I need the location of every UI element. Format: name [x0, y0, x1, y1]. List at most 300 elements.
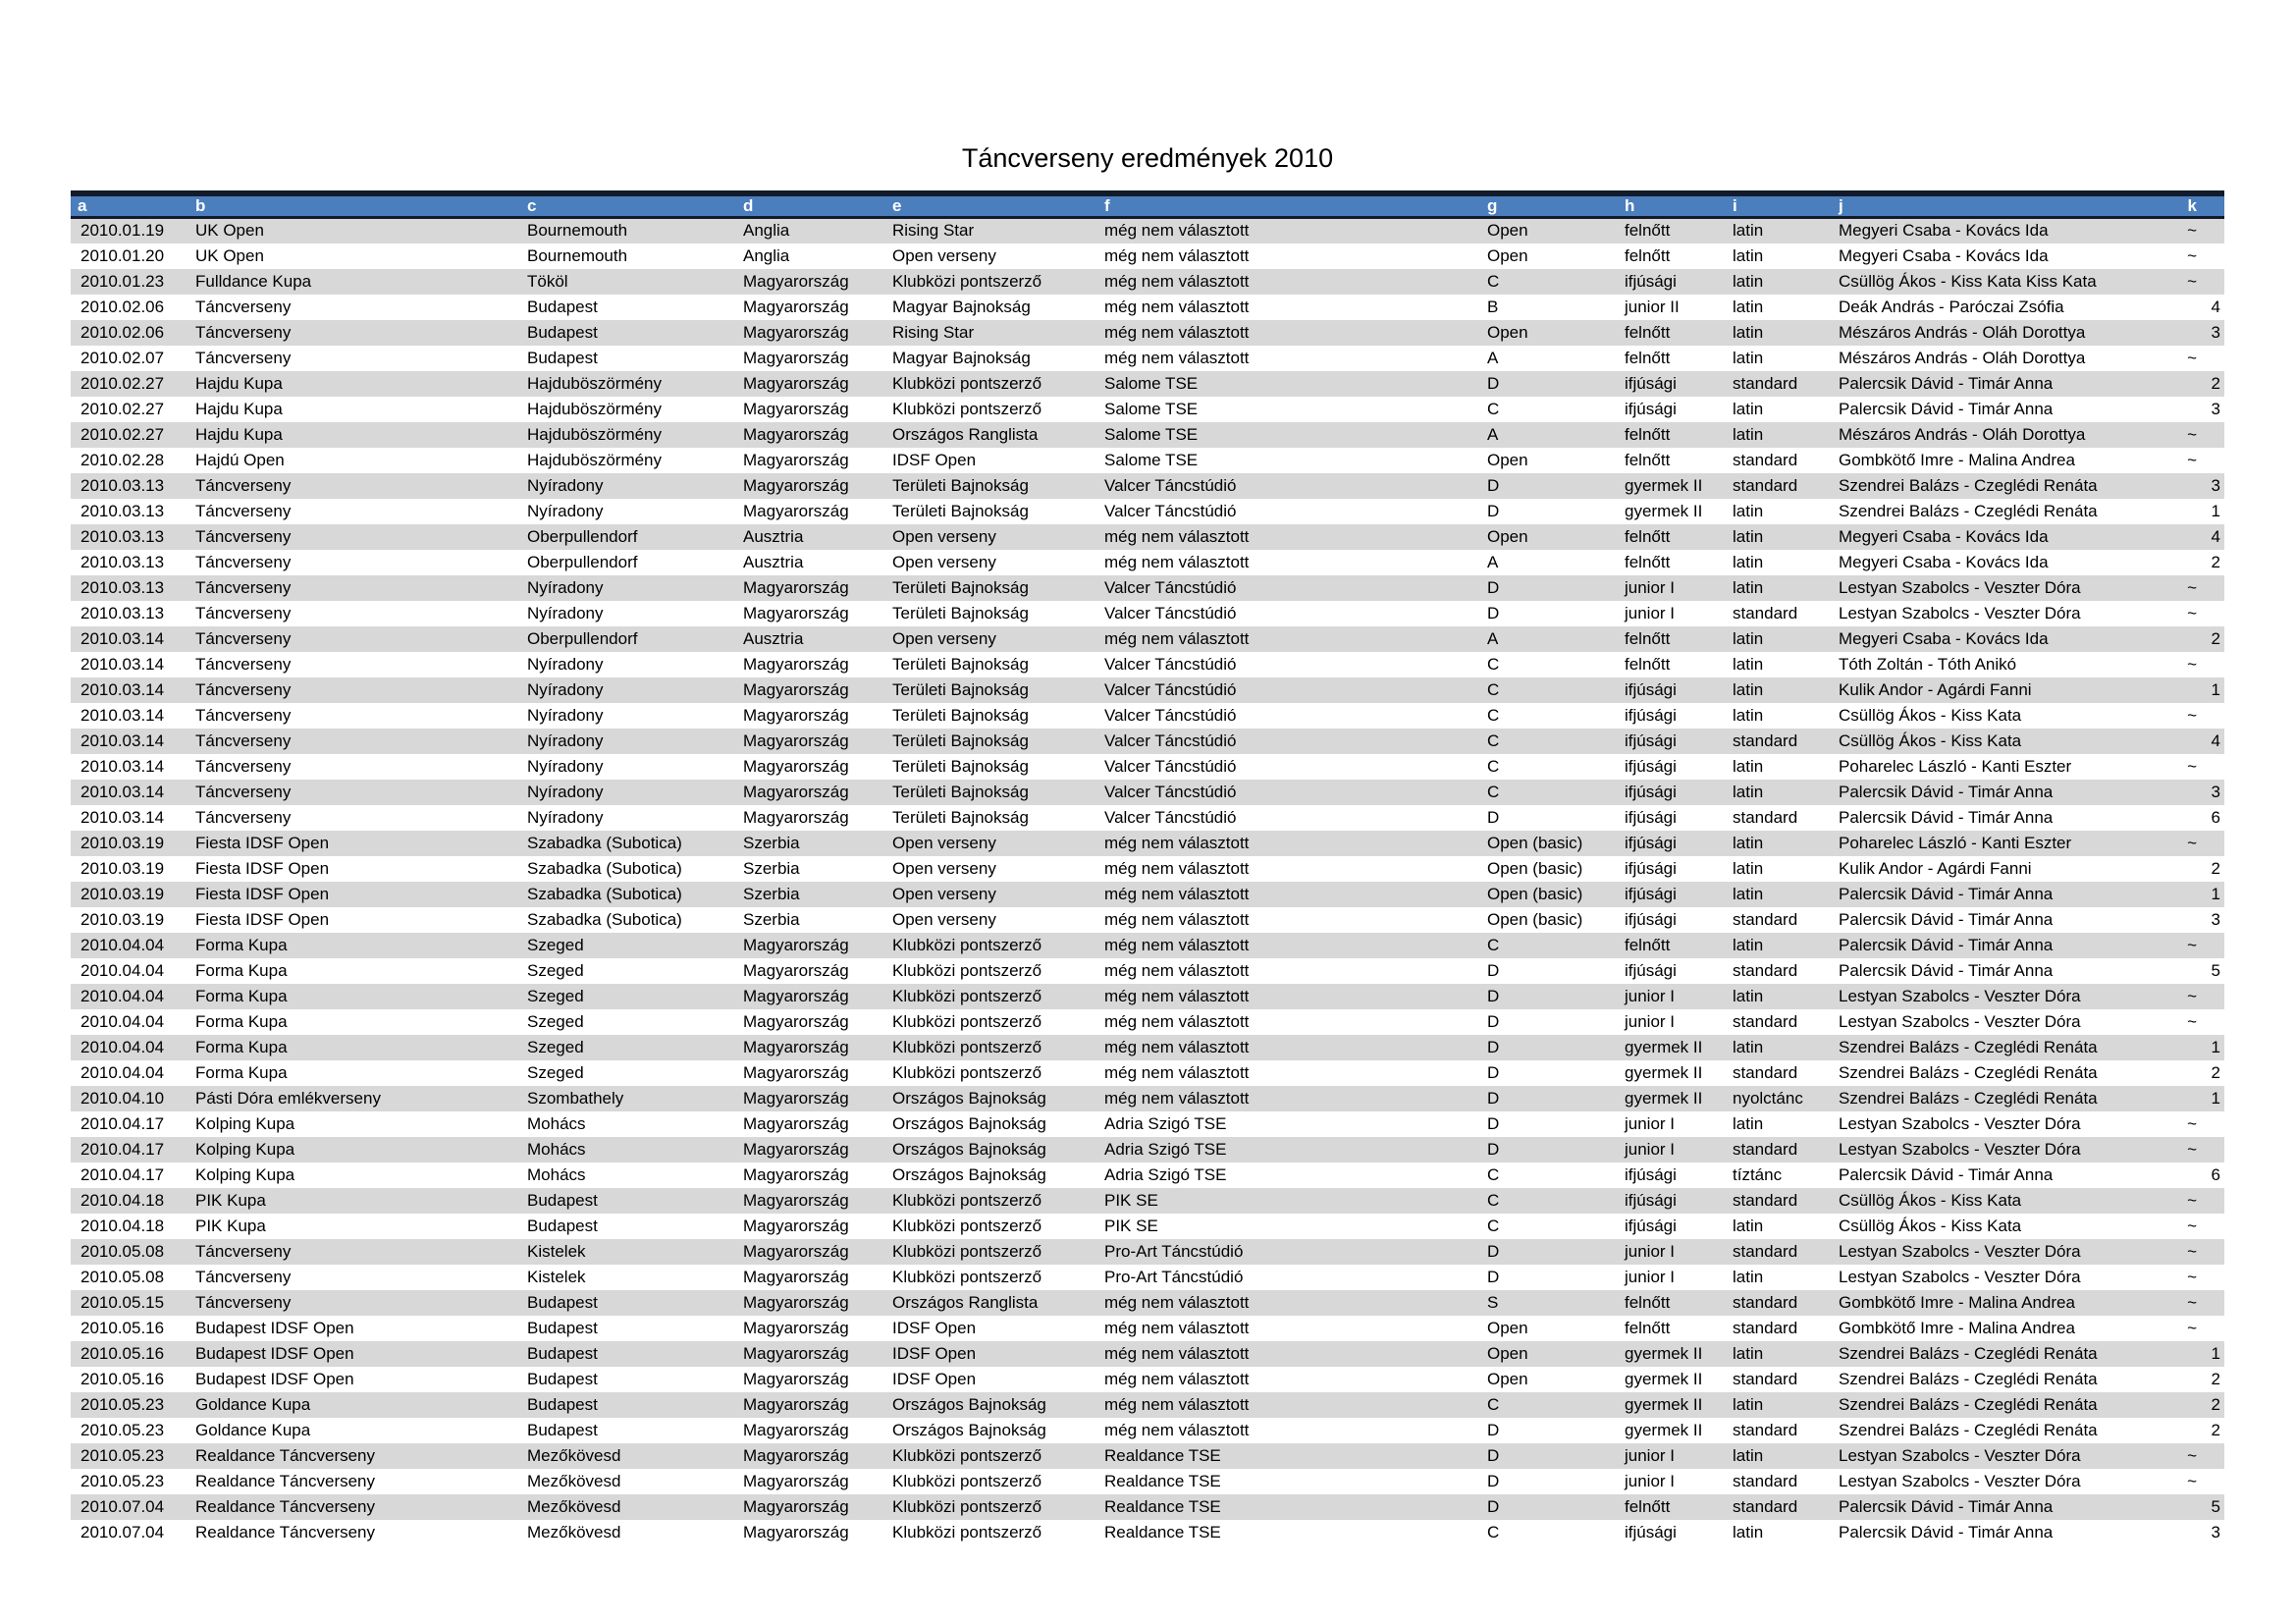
cell-c: Kistelek — [527, 1241, 586, 1261]
cell-i: latin — [1733, 705, 1764, 725]
table-row — [71, 1520, 2224, 1545]
cell-b: Hajdu Kupa — [195, 373, 283, 393]
cell-b: Pásti Dóra emlékverseny — [195, 1088, 381, 1108]
cell-b: UK Open — [195, 221, 264, 241]
cell-d: Szerbia — [743, 884, 800, 903]
cell-h: felnőtt — [1625, 450, 1671, 469]
cell-d: Magyarország — [743, 577, 849, 597]
cell-k: 1 — [2211, 1343, 2220, 1363]
cell-c: Szombathely — [527, 1088, 624, 1108]
cell-f: még nem választott — [1104, 935, 1250, 954]
cell-j: Mészáros András - Oláh Dorottya — [1839, 424, 2086, 444]
cell-h: ifjúsági — [1625, 756, 1677, 776]
cell-b: Kolping Kupa — [195, 1164, 295, 1184]
cell-k: 5 — [2211, 1496, 2220, 1516]
cell-k: ~ — [2187, 1190, 2197, 1210]
cell-e: Területi Bajnokság — [892, 705, 1029, 725]
table-row — [71, 1392, 2224, 1418]
cell-a: 2010.04.04 — [80, 1062, 165, 1082]
cell-h: ifjúsági — [1625, 807, 1677, 827]
cell-c: Nyíradony — [527, 807, 604, 827]
cell-j: Palercsik Dávid - Timár Anna — [1839, 1522, 2054, 1542]
cell-g: C — [1487, 756, 1500, 776]
cell-k: ~ — [2187, 424, 2197, 444]
cell-e: Területi Bajnokság — [892, 807, 1029, 827]
cell-b: Táncverseny — [195, 1292, 292, 1312]
cell-j: Lestyan Szabolcs - Veszter Dóra — [1839, 603, 2081, 622]
cell-f: Valcer Táncstúdió — [1104, 501, 1237, 520]
cell-h: gyermek II — [1625, 1369, 1703, 1388]
column-header-f: f — [1104, 196, 1110, 215]
cell-c: Nyíradony — [527, 730, 604, 750]
cell-a: 2010.03.14 — [80, 628, 165, 648]
cell-d: Magyarország — [743, 1522, 849, 1542]
cell-k: 4 — [2211, 526, 2220, 546]
cell-d: Magyarország — [743, 935, 849, 954]
cell-e: Klubközi pontszerző — [892, 1216, 1042, 1235]
cell-g: C — [1487, 730, 1500, 750]
cell-j: Palercsik Dávid - Timár Anna — [1839, 782, 2054, 801]
cell-j: Csüllög Ákos - Kiss Kata — [1839, 705, 2022, 725]
table-row — [71, 754, 2224, 780]
cell-i: latin — [1733, 833, 1764, 852]
cell-g: Open — [1487, 245, 1528, 265]
cell-c: Mezőkövesd — [527, 1471, 621, 1490]
cell-d: Magyarország — [743, 1088, 849, 1108]
cell-g: D — [1487, 807, 1500, 827]
cell-j: Szendrei Balázs - Czeglédi Renáta — [1839, 1420, 2098, 1439]
cell-k: ~ — [2187, 833, 2197, 852]
cell-k: ~ — [2187, 1445, 2197, 1465]
cell-k: 1 — [2211, 679, 2220, 699]
cell-j: Palercsik Dávid - Timár Anna — [1839, 373, 2054, 393]
cell-c: Budapest — [527, 1420, 598, 1439]
cell-k: 2 — [2211, 552, 2220, 571]
cell-f: Valcer Táncstúdió — [1104, 730, 1237, 750]
cell-e: Klubközi pontszerző — [892, 986, 1042, 1005]
cell-a: 2010.03.14 — [80, 756, 165, 776]
table-row — [71, 1265, 2224, 1290]
cell-a: 2010.05.16 — [80, 1343, 165, 1363]
column-header-h: h — [1625, 196, 1635, 215]
cell-h: gyermek II — [1625, 475, 1703, 495]
cell-h: ifjúsági — [1625, 679, 1677, 699]
cell-h: ifjúsági — [1625, 1164, 1677, 1184]
cell-j: Palercsik Dávid - Timár Anna — [1839, 935, 2054, 954]
cell-c: Budapest — [527, 1292, 598, 1312]
cell-c: Mezőkövesd — [527, 1522, 621, 1542]
table-row — [71, 626, 2224, 652]
cell-e: Országos Bajnokság — [892, 1394, 1046, 1414]
cell-k: 5 — [2211, 960, 2220, 980]
cell-d: Magyarország — [743, 960, 849, 980]
table-row — [71, 1341, 2224, 1367]
cell-d: Magyarország — [743, 475, 849, 495]
cell-e: Területi Bajnokság — [892, 756, 1029, 776]
cell-e: Open verseny — [892, 628, 996, 648]
table-row — [71, 371, 2224, 397]
cell-a: 2010.05.23 — [80, 1394, 165, 1414]
cell-k: 3 — [2211, 909, 2220, 929]
cell-e: Országos Bajnokság — [892, 1088, 1046, 1108]
cell-f: még nem választott — [1104, 884, 1250, 903]
cell-a: 2010.03.14 — [80, 730, 165, 750]
cell-f: még nem választott — [1104, 1318, 1250, 1337]
cell-f: még nem választott — [1104, 322, 1250, 342]
cell-a: 2010.02.27 — [80, 373, 165, 393]
cell-a: 2010.02.27 — [80, 424, 165, 444]
cell-j: Szendrei Balázs - Czeglédi Renáta — [1839, 1394, 2098, 1414]
cell-j: Lestyan Szabolcs - Veszter Dóra — [1839, 1267, 2081, 1286]
cell-i: standard — [1733, 1369, 1798, 1388]
cell-j: Lestyan Szabolcs - Veszter Dóra — [1839, 1471, 2081, 1490]
cell-f: még nem választott — [1104, 552, 1250, 571]
cell-j: Kulik Andor - Agárdi Fanni — [1839, 679, 2032, 699]
cell-h: junior I — [1625, 1011, 1676, 1031]
column-header-d: d — [743, 196, 754, 215]
cell-c: Oberpullendorf — [527, 628, 638, 648]
cell-a: 2010.03.14 — [80, 782, 165, 801]
cell-g: A — [1487, 552, 1499, 571]
cell-i: latin — [1733, 858, 1764, 878]
cell-j: Megyeri Csaba - Kovács Ida — [1839, 526, 2049, 546]
cell-j: Csüllög Ákos - Kiss Kata Kiss Kata — [1839, 271, 2097, 291]
cell-a: 2010.01.19 — [80, 221, 165, 241]
cell-a: 2010.03.13 — [80, 475, 165, 495]
cell-c: Mohács — [527, 1139, 586, 1159]
cell-j: Mészáros András - Oláh Dorottya — [1839, 348, 2086, 367]
cell-a: 2010.02.06 — [80, 322, 165, 342]
cell-d: Magyarország — [743, 450, 849, 469]
cell-k: ~ — [2187, 1318, 2197, 1337]
cell-d: Anglia — [743, 221, 790, 241]
cell-h: gyermek II — [1625, 501, 1703, 520]
cell-f: Realdance TSE — [1104, 1496, 1221, 1516]
cell-f: Salome TSE — [1104, 424, 1199, 444]
cell-a: 2010.05.23 — [80, 1445, 165, 1465]
cell-c: Nyíradony — [527, 603, 604, 622]
cell-e: Rising Star — [892, 322, 975, 342]
cell-c: Budapest — [527, 1394, 598, 1414]
cell-i: standard — [1733, 603, 1798, 622]
cell-k: 6 — [2211, 807, 2220, 827]
cell-f: még nem választott — [1104, 1088, 1250, 1108]
table-row — [71, 397, 2224, 422]
cell-h: ifjúsági — [1625, 1190, 1677, 1210]
table-head — [71, 193, 2224, 218]
cell-k: ~ — [2187, 221, 2197, 241]
cell-b: Hajdú Open — [195, 450, 285, 469]
cell-a: 2010.04.04 — [80, 986, 165, 1005]
cell-c: Oberpullendorf — [527, 526, 638, 546]
cell-f: még nem választott — [1104, 960, 1250, 980]
cell-i: latin — [1733, 526, 1764, 546]
cell-c: Budapest — [527, 322, 598, 342]
cell-d: Magyarország — [743, 424, 849, 444]
cell-f: még nem választott — [1104, 1369, 1250, 1388]
cell-e: IDSF Open — [892, 1343, 977, 1363]
table-row — [71, 780, 2224, 805]
cell-h: gyermek II — [1625, 1420, 1703, 1439]
cell-e: Open verseny — [892, 884, 996, 903]
cell-b: Táncverseny — [195, 782, 292, 801]
cell-j: Deák András - Paróczai Zsófia — [1839, 297, 2064, 316]
cell-h: junior I — [1625, 577, 1676, 597]
table-row — [71, 243, 2224, 269]
cell-b: Goldance Kupa — [195, 1420, 311, 1439]
cell-g: D — [1487, 1445, 1500, 1465]
cell-e: Klubközi pontszerző — [892, 1471, 1042, 1490]
cell-e: Open verseny — [892, 245, 996, 265]
cell-e: Országos Bajnokság — [892, 1420, 1046, 1439]
table-row — [71, 1137, 2224, 1163]
table-row — [71, 422, 2224, 448]
cell-e: Klubközi pontszerző — [892, 1241, 1042, 1261]
cell-h: felnőtt — [1625, 322, 1671, 342]
cell-b: Táncverseny — [195, 1241, 292, 1261]
cell-f: Valcer Táncstúdió — [1104, 475, 1237, 495]
cell-i: latin — [1733, 1216, 1764, 1235]
cell-k: ~ — [2187, 245, 2197, 265]
cell-a: 2010.04.10 — [80, 1088, 165, 1108]
cell-h: junior I — [1625, 1241, 1676, 1261]
cell-h: gyermek II — [1625, 1088, 1703, 1108]
cell-e: Magyar Bajnokság — [892, 348, 1031, 367]
cell-h: junior I — [1625, 1139, 1676, 1159]
cell-c: Mezőkövesd — [527, 1496, 621, 1516]
cell-k: 2 — [2211, 1062, 2220, 1082]
cell-b: Táncverseny — [195, 1267, 292, 1286]
cell-k: 4 — [2211, 297, 2220, 316]
cell-g: D — [1487, 1496, 1500, 1516]
cell-k: ~ — [2187, 271, 2197, 291]
cell-h: ifjúsági — [1625, 730, 1677, 750]
cell-g: D — [1487, 373, 1500, 393]
cell-c: Nyíradony — [527, 679, 604, 699]
cell-e: Klubközi pontszerző — [892, 1062, 1042, 1082]
column-header-b: b — [195, 196, 206, 215]
cell-h: ifjúsági — [1625, 271, 1677, 291]
cell-b: Realdance Táncverseny — [195, 1445, 376, 1465]
cell-b: Táncverseny — [195, 322, 292, 342]
cell-d: Magyarország — [743, 501, 849, 520]
cell-i: standard — [1733, 1139, 1798, 1159]
cell-i: standard — [1733, 1062, 1798, 1082]
cell-f: Salome TSE — [1104, 450, 1199, 469]
table-row — [71, 1035, 2224, 1060]
cell-g: A — [1487, 424, 1499, 444]
table-row — [71, 473, 2224, 499]
cell-f: még nem választott — [1104, 1062, 1250, 1082]
cell-b: Forma Kupa — [195, 1011, 288, 1031]
cell-d: Magyarország — [743, 1445, 849, 1465]
cell-a: 2010.03.13 — [80, 552, 165, 571]
cell-c: Nyíradony — [527, 654, 604, 674]
cell-j: Palercsik Dávid - Timár Anna — [1839, 960, 2054, 980]
table-row — [71, 1163, 2224, 1188]
table-row — [71, 729, 2224, 754]
cell-j: Kulik Andor - Agárdi Fanni — [1839, 858, 2032, 878]
table-row — [71, 1111, 2224, 1137]
cell-b: Táncverseny — [195, 756, 292, 776]
cell-j: Szendrei Balázs - Czeglédi Renáta — [1839, 501, 2098, 520]
cell-i: standard — [1733, 1011, 1798, 1031]
cell-a: 2010.03.19 — [80, 833, 165, 852]
cell-e: Területi Bajnokság — [892, 603, 1029, 622]
table-row — [71, 1290, 2224, 1316]
cell-b: Hajdu Kupa — [195, 424, 283, 444]
column-header-k: k — [2187, 196, 2197, 215]
cell-j: Lestyan Szabolcs - Veszter Dóra — [1839, 1011, 2081, 1031]
column-header-c: c — [527, 196, 537, 215]
cell-j: Megyeri Csaba - Kovács Ida — [1839, 552, 2049, 571]
cell-g: C — [1487, 399, 1500, 418]
cell-i: latin — [1733, 271, 1764, 291]
cell-a: 2010.05.16 — [80, 1318, 165, 1337]
cell-j: Palercsik Dávid - Timár Anna — [1839, 807, 2054, 827]
cell-d: Szerbia — [743, 833, 800, 852]
cell-i: standard — [1733, 1190, 1798, 1210]
cell-k: ~ — [2187, 1292, 2197, 1312]
cell-f: PIK SE — [1104, 1216, 1158, 1235]
table-row — [71, 550, 2224, 575]
cell-h: gyermek II — [1625, 1037, 1703, 1056]
cell-k: ~ — [2187, 935, 2197, 954]
cell-e: Klubközi pontszerző — [892, 1011, 1042, 1031]
table-row — [71, 1009, 2224, 1035]
cell-j: Szendrei Balázs - Czeglédi Renáta — [1839, 1062, 2098, 1082]
cell-b: Táncverseny — [195, 603, 292, 622]
cell-d: Magyarország — [743, 1394, 849, 1414]
cell-d: Magyarország — [743, 679, 849, 699]
cell-d: Magyarország — [743, 654, 849, 674]
cell-c: Szeged — [527, 935, 584, 954]
cell-e: Területi Bajnokság — [892, 782, 1029, 801]
cell-a: 2010.03.19 — [80, 858, 165, 878]
cell-d: Magyarország — [743, 1369, 849, 1388]
results-table — [71, 190, 2224, 1545]
table-row — [71, 1060, 2224, 1086]
cell-g: C — [1487, 1190, 1500, 1210]
cell-i: latin — [1733, 782, 1764, 801]
cell-k: ~ — [2187, 654, 2197, 674]
cell-c: Bournemouth — [527, 221, 628, 241]
cell-h: ifjúsági — [1625, 705, 1677, 725]
cell-h: felnőtt — [1625, 552, 1671, 571]
cell-c: Szabadka (Subotica) — [527, 909, 682, 929]
cell-a: 2010.04.18 — [80, 1216, 165, 1235]
cell-g: C — [1487, 271, 1500, 291]
cell-h: felnőtt — [1625, 221, 1671, 241]
cell-h: ifjúsági — [1625, 399, 1677, 418]
cell-k: ~ — [2187, 1113, 2197, 1133]
cell-a: 2010.02.06 — [80, 297, 165, 316]
cell-c: Budapest — [527, 1216, 598, 1235]
cell-f: még nem választott — [1104, 1292, 1250, 1312]
cell-g: D — [1487, 1139, 1500, 1159]
cell-a: 2010.05.23 — [80, 1420, 165, 1439]
cell-j: Palercsik Dávid - Timár Anna — [1839, 884, 2054, 903]
cell-i: standard — [1733, 450, 1798, 469]
cell-i: standard — [1733, 1292, 1798, 1312]
cell-f: Realdance TSE — [1104, 1445, 1221, 1465]
cell-k: 2 — [2211, 1394, 2220, 1414]
cell-k: 1 — [2211, 1088, 2220, 1108]
cell-e: IDSF Open — [892, 1369, 977, 1388]
cell-k: ~ — [2187, 1267, 2197, 1286]
cell-b: Táncverseny — [195, 705, 292, 725]
cell-b: Fulldance Kupa — [195, 271, 312, 291]
cell-i: latin — [1733, 1394, 1764, 1414]
cell-a: 2010.04.17 — [80, 1139, 165, 1159]
cell-j: Palercsik Dávid - Timár Anna — [1839, 909, 2054, 929]
cell-f: Realdance TSE — [1104, 1522, 1221, 1542]
cell-j: Lestyan Szabolcs - Veszter Dóra — [1839, 1445, 2081, 1465]
cell-g: D — [1487, 603, 1500, 622]
cell-g: D — [1487, 577, 1500, 597]
cell-a: 2010.01.23 — [80, 271, 165, 291]
cell-d: Magyarország — [743, 1062, 849, 1082]
cell-k: ~ — [2187, 348, 2197, 367]
cell-i: latin — [1733, 297, 1764, 316]
cell-i: latin — [1733, 552, 1764, 571]
cell-e: Klubközi pontszerző — [892, 1445, 1042, 1465]
cell-a: 2010.05.23 — [80, 1471, 165, 1490]
cell-g: S — [1487, 1292, 1499, 1312]
cell-a: 2010.05.16 — [80, 1369, 165, 1388]
table-header-row — [71, 193, 2224, 218]
cell-f: Valcer Táncstúdió — [1104, 782, 1237, 801]
cell-c: Hajduböszörmény — [527, 424, 663, 444]
cell-f: Valcer Táncstúdió — [1104, 654, 1237, 674]
cell-c: Szeged — [527, 960, 584, 980]
cell-g: D — [1487, 1241, 1500, 1261]
cell-k: 1 — [2211, 884, 2220, 903]
cell-a: 2010.04.04 — [80, 960, 165, 980]
table-row — [71, 601, 2224, 626]
cell-i: standard — [1733, 807, 1798, 827]
cell-e: Területi Bajnokság — [892, 679, 1029, 699]
cell-g: D — [1487, 1471, 1500, 1490]
cell-g: C — [1487, 935, 1500, 954]
cell-h: ifjúsági — [1625, 373, 1677, 393]
cell-i: standard — [1733, 1420, 1798, 1439]
column-header-i: i — [1733, 196, 1737, 215]
cell-k: 3 — [2211, 782, 2220, 801]
cell-a: 2010.01.20 — [80, 245, 165, 265]
cell-e: Klubközi pontszerző — [892, 935, 1042, 954]
cell-i: latin — [1733, 399, 1764, 418]
cell-e: IDSF Open — [892, 1318, 977, 1337]
cell-a: 2010.04.17 — [80, 1164, 165, 1184]
cell-a: 2010.03.13 — [80, 603, 165, 622]
cell-k: 4 — [2211, 730, 2220, 750]
cell-b: Fiesta IDSF Open — [195, 884, 330, 903]
cell-a: 2010.02.28 — [80, 450, 165, 469]
cell-i: latin — [1733, 679, 1764, 699]
cell-b: Táncverseny — [195, 501, 292, 520]
cell-c: Budapest — [527, 1190, 598, 1210]
cell-d: Magyarország — [743, 1292, 849, 1312]
cell-d: Anglia — [743, 245, 790, 265]
cell-f: még nem választott — [1104, 1037, 1250, 1056]
table-row — [71, 269, 2224, 295]
cell-i: standard — [1733, 1241, 1798, 1261]
cell-f: még nem választott — [1104, 1420, 1250, 1439]
cell-b: PIK Kupa — [195, 1216, 266, 1235]
table-row — [71, 1086, 2224, 1111]
cell-g: D — [1487, 1011, 1500, 1031]
